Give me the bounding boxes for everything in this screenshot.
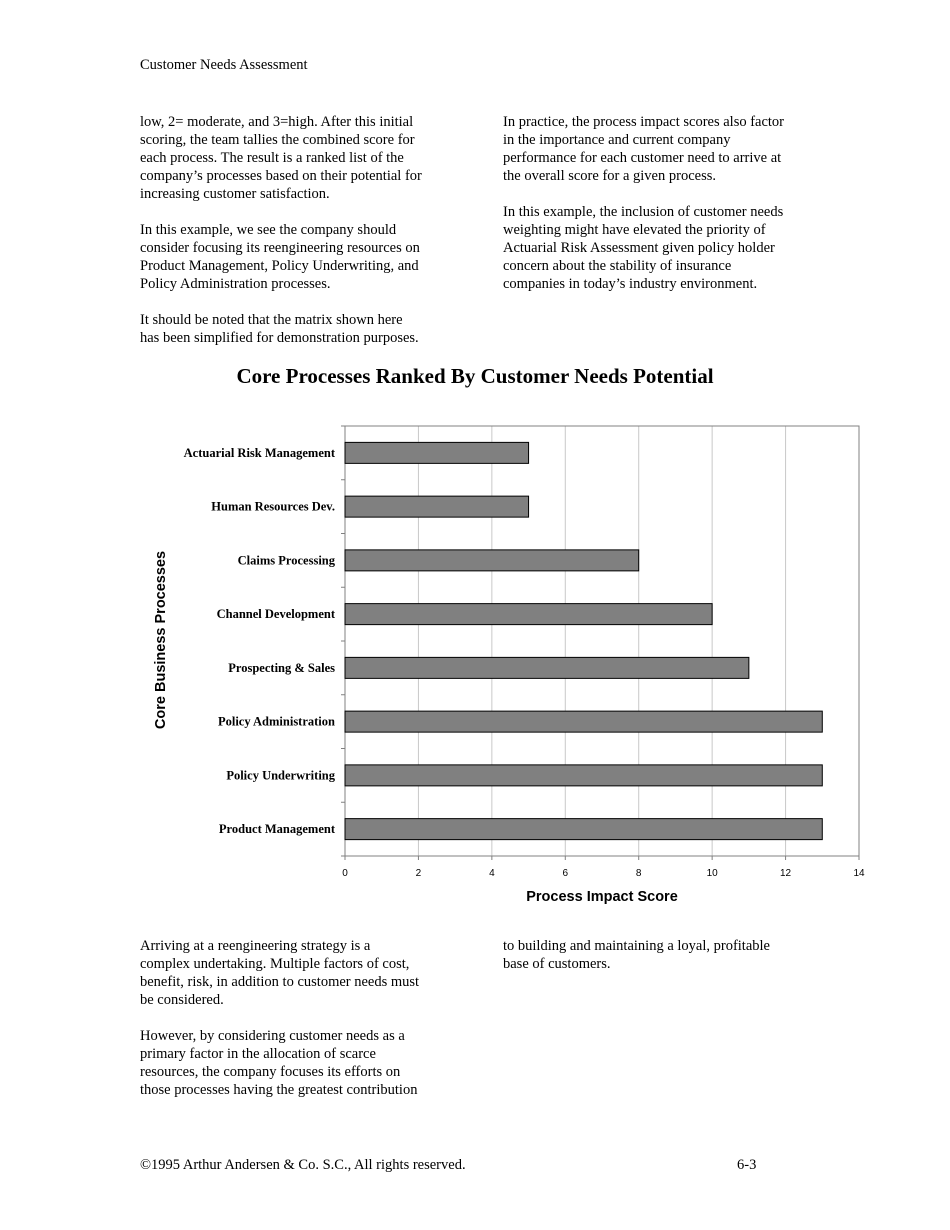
bottom-right-column [503,937,821,991]
plot-frame [345,426,859,856]
text-line: in the importance and current company [503,132,731,148]
category-label: Policy Administration [217,714,335,729]
text-line: In this example, the inclusion of customer needs [503,204,784,220]
tick-label: 2 [415,868,422,879]
copyright-notice: ©1995 Arthur Andersen & Co. S.C., All rights reserved. [140,1157,466,1173]
paragraph [140,937,458,1009]
tick-label: 6 [562,868,569,879]
text-line: performance for each customer need to arrive at [503,150,782,166]
tick-label: 14 [853,868,865,879]
category-label: Channel Development [216,607,335,622]
paragraph [503,937,821,973]
x-axis-title: Process Impact Score [526,889,678,905]
category-label: Prospecting & Sales [228,660,335,675]
y-axis-title: Core Business Processes [153,550,169,730]
tick-label: 8 [635,868,642,879]
bar [345,496,529,517]
bar [345,550,639,571]
text-line: It should be noted that the matrix shown here [140,312,403,328]
text-line: to building and maintaining a loyal, profitable [503,938,770,954]
text-line: weighting might have elevated the priority of [503,222,766,238]
text-line: scoring, the team tallies the combined score for [140,132,415,148]
running-header: Customer Needs Assessment [140,57,308,73]
text-line: primary factor in the allocation of scarce [140,1046,376,1062]
bar [345,765,822,786]
bar [345,711,822,732]
chart-title: Core Processes Ranked By Customer Needs Potential [236,364,714,388]
text-line: the overall score for a given process. [503,168,716,184]
text-line: Actuarial Risk Assessment given policy holder [503,240,775,256]
text-line: base of customers. [503,956,611,972]
bar [345,657,749,678]
text-line: be considered. [140,992,224,1008]
text-line: each process. The result is a ranked list of the [140,150,404,166]
text-line: concern about the stability of insurance [503,258,732,274]
text-line: low, 2= moderate, and 3=high. After this initial [140,114,414,130]
text-line: company’s processes based on their potential for [140,168,422,184]
text-line: consider focusing its reengineering resources on [140,240,420,256]
text-line: complex undertaking. Multiple factors of cost, [140,956,410,972]
text-line: In practice, the process impact scores also factor [503,114,785,130]
paragraph [140,1027,458,1099]
page-number: 6-3 [737,1157,757,1173]
tick-label: 12 [780,868,792,879]
bar [345,442,529,463]
text-line: Product Management, Policy Underwriting, and [140,258,419,274]
text-line: benefit, risk, in addition to customer needs must [140,974,420,990]
text-line: increasing customer satisfaction. [140,186,330,202]
text-line: resources, the company focuses its efforts on [140,1064,401,1080]
bottom-left-column [140,937,458,1117]
text-line: has been simplified for demonstration purposes. [140,330,419,346]
tick-label: 4 [489,868,495,879]
text-line: companies in today’s industry environment. [503,276,758,292]
bar [345,604,712,625]
text-line: Policy Administration processes. [140,276,331,292]
category-label: Policy Underwriting [226,768,335,783]
bar [345,819,822,840]
category-label: Product Management [218,822,335,837]
category-label: Human Resources Dev. [211,499,335,514]
tick-label: 0 [342,868,348,879]
text-line: Arriving at a reengineering strategy is a [140,938,371,954]
text-line: However, by considering customer needs as a [140,1028,405,1044]
text-line: In this example, we see the company should [140,222,397,238]
text-line: those processes having the greatest contribution [140,1082,418,1098]
category-label: Claims Processing [237,553,335,568]
category-label: Actuarial Risk Management [183,445,335,460]
tick-label: 10 [706,868,718,879]
